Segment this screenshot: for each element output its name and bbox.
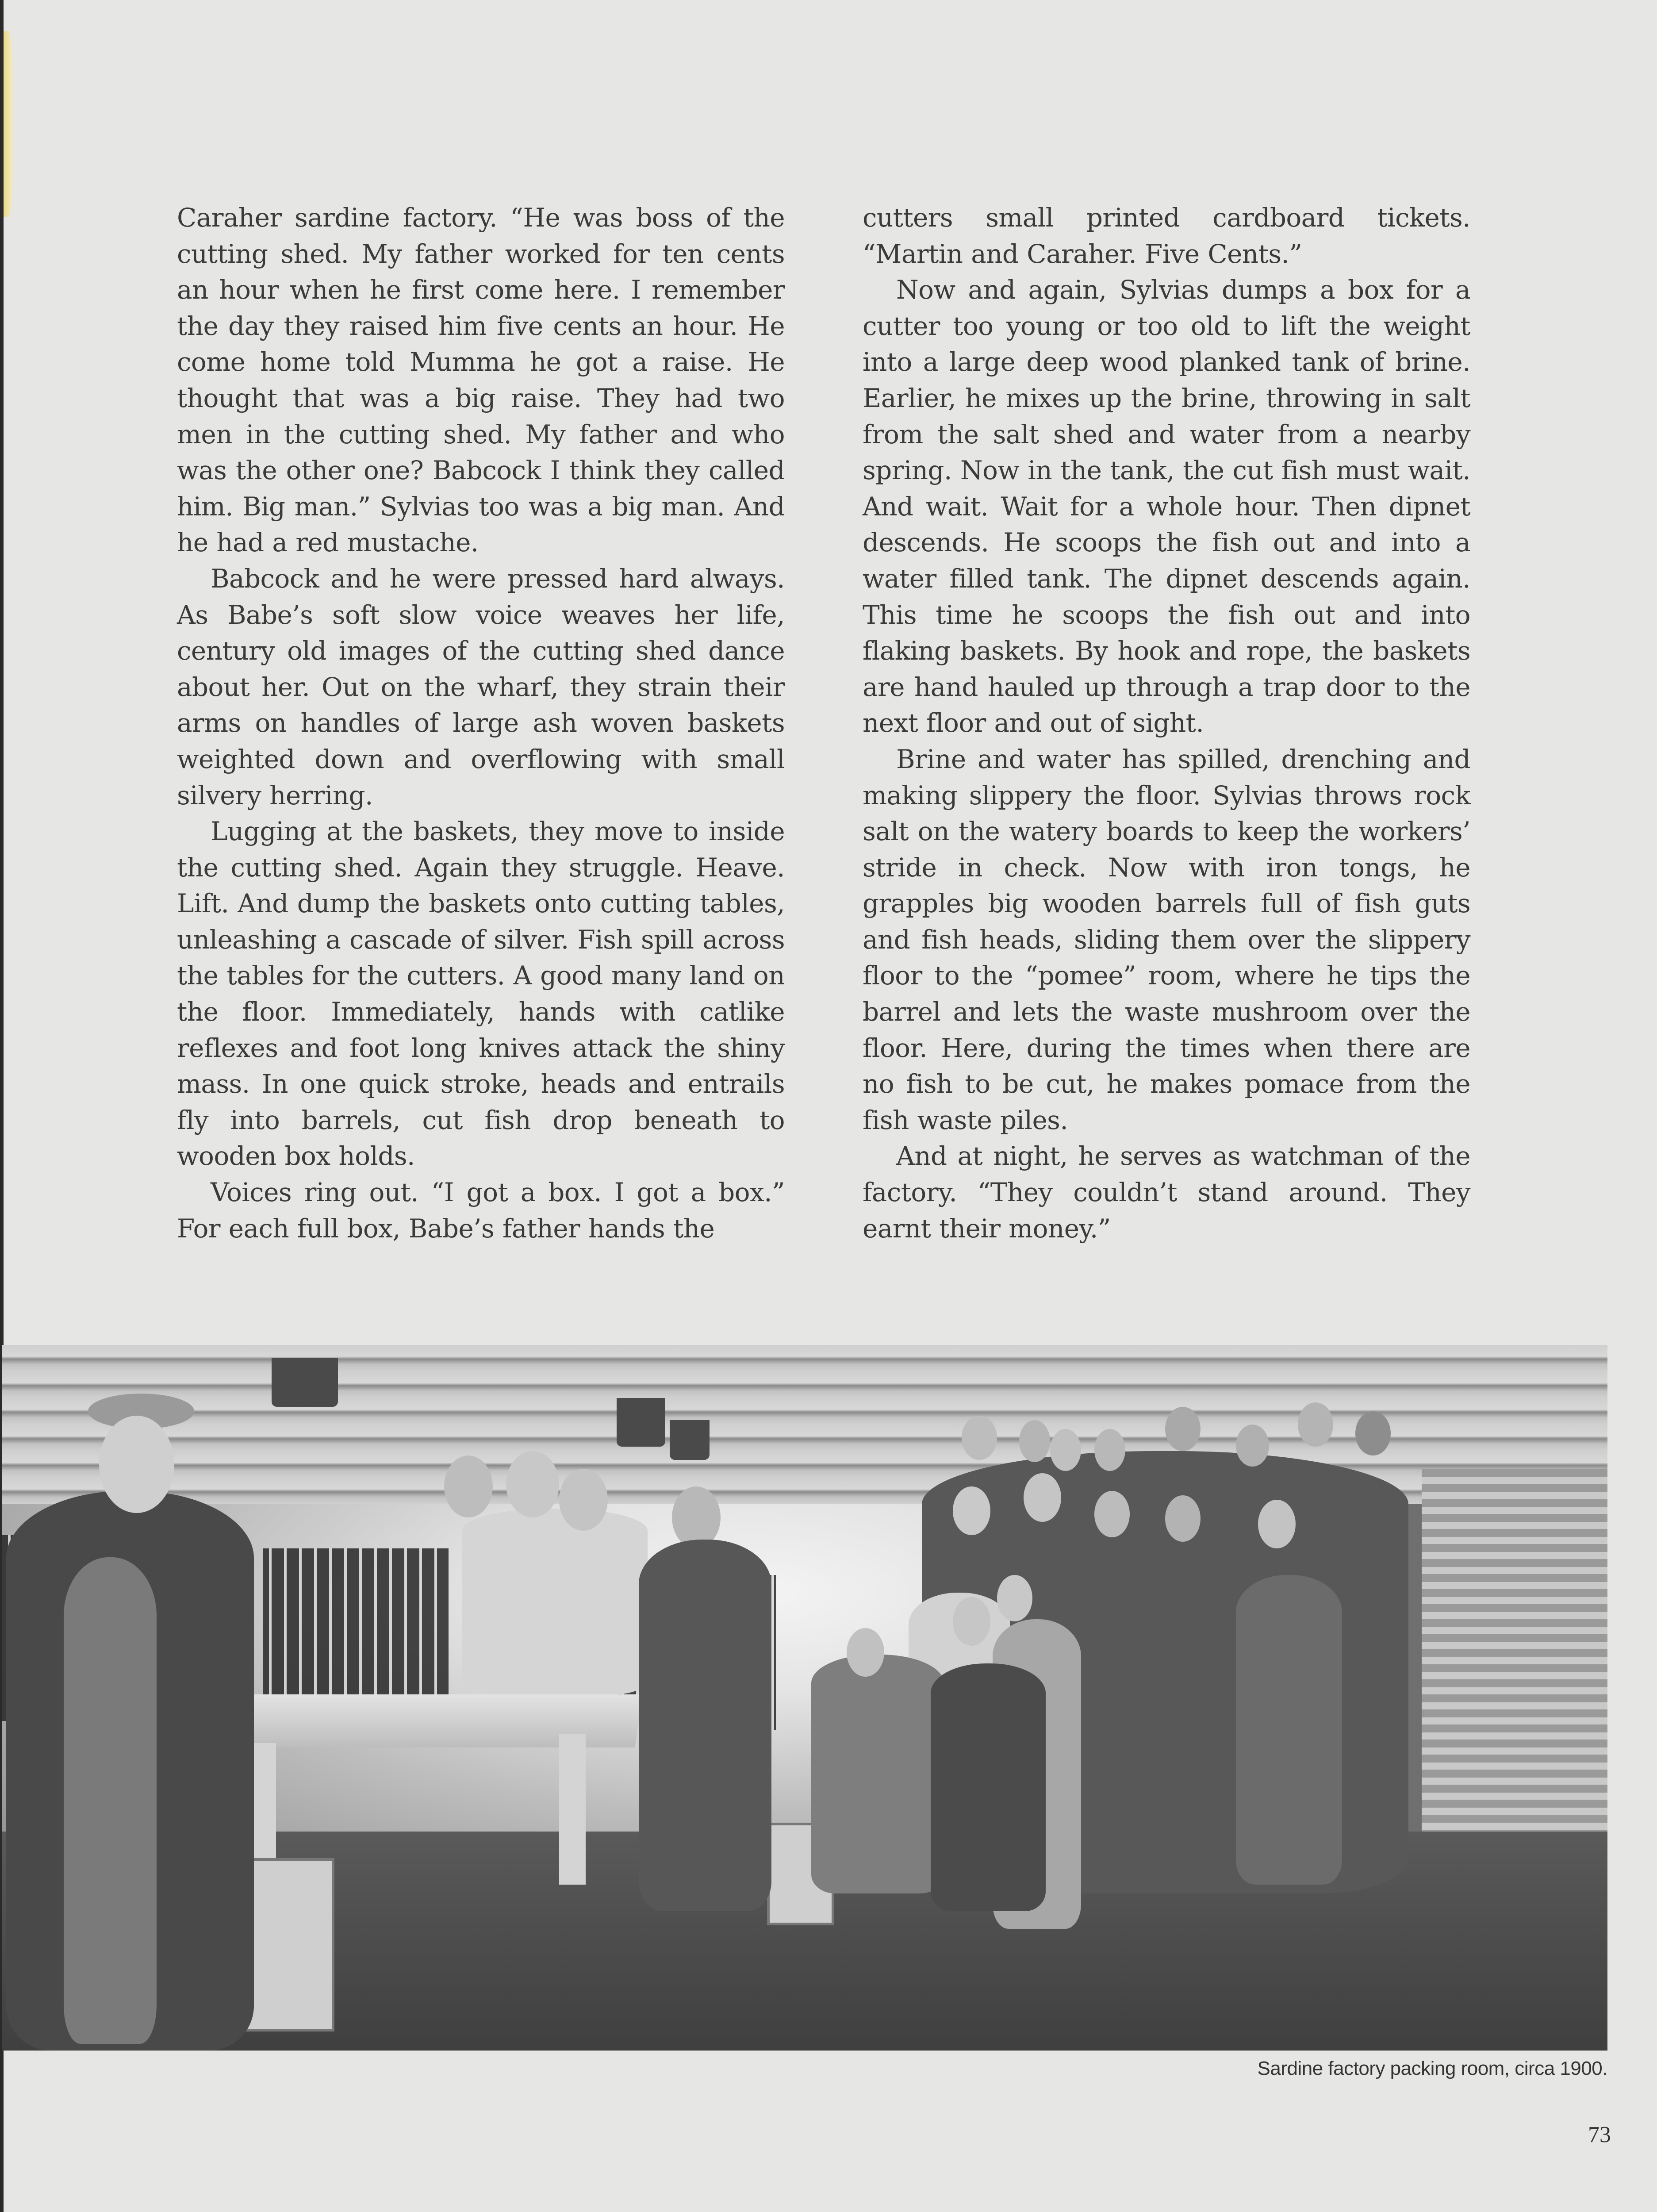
- photo-caption: Sardine factory packing room, circa 1900.: [1257, 2058, 1607, 2079]
- photo-face: [1258, 1500, 1296, 1548]
- paragraph: Lugging at the baskets, they move to inside the cutting shed. Again they struggle. Heave. Lift. And dump the baskets onto cutting tables, unleashing a cascade of silver. Fish spill across the tables for the cutters. A good many land on the floor. Immediately, hands with catlike reflexes and foot long knives attack the shiny mass. In one quick stroke, heads and entrails fly into barrels, cut fish drop beneath to wooden box holds.: [177, 816, 785, 1171]
- photo-face: [1355, 1411, 1391, 1455]
- photo-person-seated: [931, 1663, 1046, 1911]
- photo-face: [1165, 1407, 1201, 1451]
- paragraph: Now and again, Sylvias dumps a box for a cutter too young or too old to lift the weight into a large deep wood planked tank of brine. Earlier, he mixes up the brine, throwing in salt from the salt shed and water from a nearby spring. Now in the tank, the cut fish must wait. And wait. Wait for a whole hour. Then dipnet descends. He scoops the fish out and into a water filled tank. The dipnet descends again. This time he scoops the fish out and into flaking baskets. By hook and rope, the baskets are hand hauled up through a trap door to the next floor and out of sight.: [863, 275, 1470, 738]
- photo-face: [99, 1416, 174, 1513]
- paragraph: Voices ring out. “I got a box. I got a box.” For each full box, Babe’s father hands the: [177, 1177, 785, 1244]
- photo-face: [672, 1486, 721, 1548]
- photo-face: [1019, 1420, 1050, 1462]
- photo-person-seated: [811, 1655, 944, 1893]
- text-column-right: [863, 200, 1470, 1247]
- photo-person: [1236, 1575, 1342, 1885]
- photo-person: [462, 1509, 648, 1694]
- photo-face: [1024, 1473, 1061, 1522]
- paragraph: Babcock and he were pressed hard always. As Babe’s soft slow voice weaves her life, century old images of the cutting shed dance about her. Out on the wharf, they strain their arms on handles of large ash woven baskets weighted down and overflowing with small silvery herring.: [177, 563, 785, 810]
- photo-face: [1094, 1429, 1125, 1471]
- photo-hanging-bucket: [670, 1420, 710, 1460]
- paper-edge-discoloration: [4, 31, 15, 217]
- photo-face: [962, 1416, 997, 1460]
- photo-person-overalls: [64, 1557, 157, 2044]
- photo-face: [847, 1628, 884, 1677]
- photo-face: [1050, 1429, 1081, 1471]
- photo-face: [1236, 1425, 1269, 1467]
- photo-hanging-bucket: [272, 1358, 338, 1407]
- photo-face: [997, 1575, 1032, 1621]
- page-number: 73: [1588, 2122, 1611, 2147]
- photo-face: [506, 1451, 559, 1517]
- text-column-left: [177, 200, 785, 1247]
- photo-hanging-bucket: [617, 1398, 665, 1447]
- photo-face: [559, 1469, 608, 1531]
- photo-table-leg: [559, 1734, 586, 1885]
- photo-face: [444, 1455, 493, 1517]
- photo-face: [1094, 1491, 1130, 1537]
- photo-person: [639, 1540, 771, 1911]
- paragraph: Brine and water has spilled, drenching and making slippery the floor. Sylvias throws rock salt on the watery boards to keep the workers’ stride in check. Now with iron tongs, he grapples big wooden barrels full of fish guts and fish heads, sliding them over the slippery floor to the “pomee” room, where he tips the barrel and lets the waste mushroom over the floor. Here, during the times when there are no fish to be cut, he makes pomace from the fish waste piles.: [863, 744, 1470, 1135]
- paragraph: cutters small printed cardboard tickets. “Martin and Caraher. Five Cents.”: [863, 203, 1470, 269]
- photo-face: [953, 1486, 990, 1535]
- paragraph: And at night, he serves as watchman of the factory. “They couldn’t stand around. They earnt their money.”: [863, 1141, 1470, 1244]
- paragraph: Caraher sardine factory. “He was boss of the cutting shed. My father worked for ten cents an hour when he first come here. I remember the day they raised him five cents an hour. He come home told Mumma he got a raise. He thought that was a big raise. They had two men in the cutting shed. My father and who was the other one? Babcock I think they called him. Big man.” Sylvias too was a big man. And he had a red mustache.: [177, 203, 785, 558]
- factory-photograph: [2, 1345, 1607, 2051]
- photo-face: [953, 1597, 990, 1646]
- photo-face: [1298, 1402, 1333, 1447]
- photo-face: [1165, 1495, 1201, 1542]
